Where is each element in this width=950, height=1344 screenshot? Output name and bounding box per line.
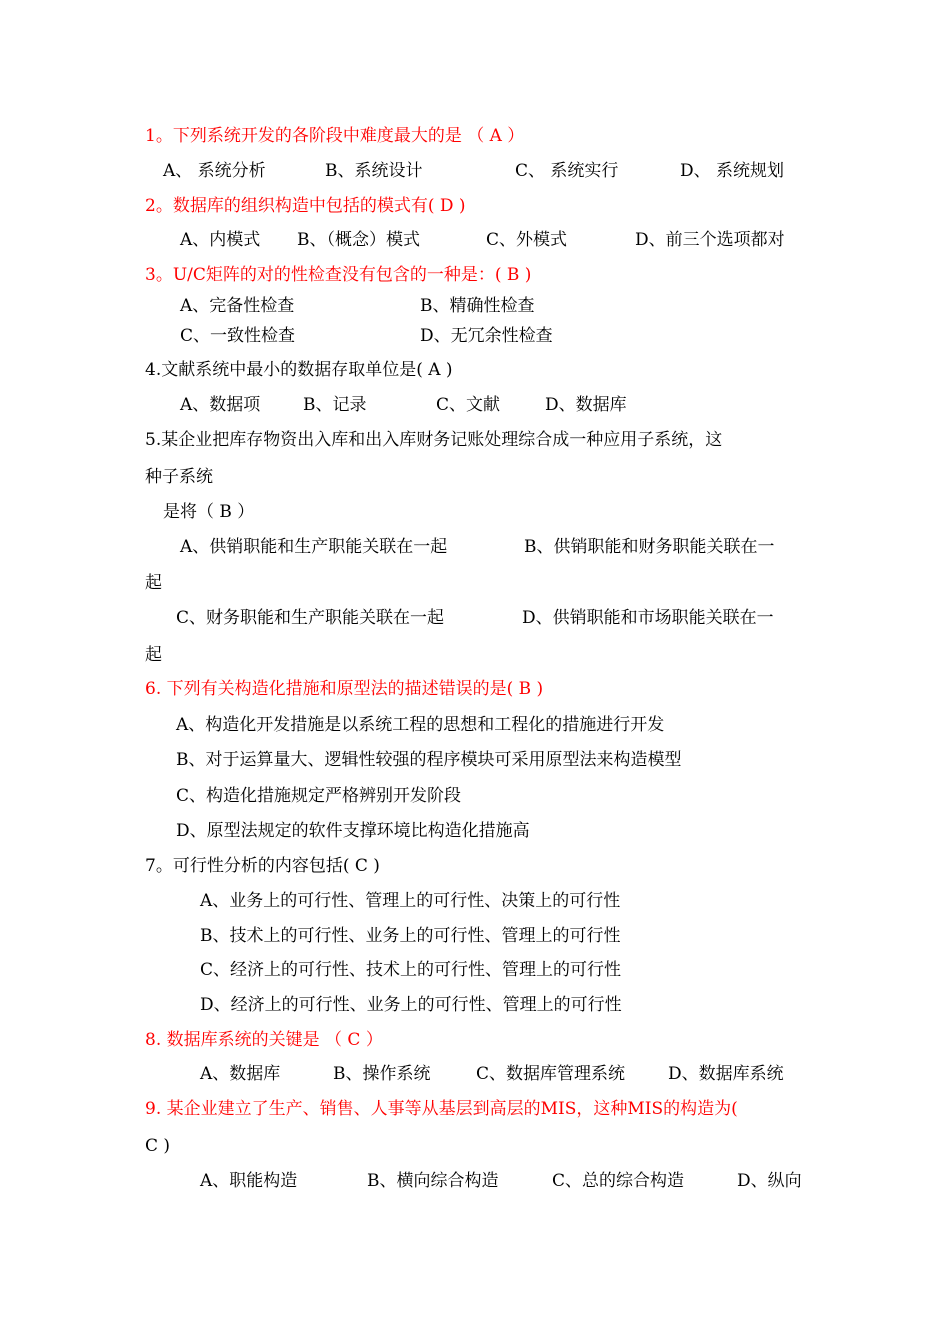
question-8: 8. 数据库系统的关键是 （ C ）	[145, 1030, 383, 1050]
q6-option-c: C、构造化措施规定严格辨别开发阶段	[176, 786, 462, 806]
q8-option-d: D、数据库系统	[668, 1064, 784, 1084]
q1-option-a: A、 系统分析	[163, 161, 266, 181]
q5-option-a: A、供销职能和生产职能关联在一起	[180, 537, 448, 557]
q3-option-a: A、完备性检查	[180, 296, 295, 316]
q5-option-d-wrap: 起	[145, 645, 162, 665]
question-7: 7。可行性分析的内容包括( C )	[145, 856, 380, 876]
q3-option-d: D、无冗余性检查	[420, 326, 553, 346]
q4-option-d: D、数据库	[545, 395, 627, 415]
question-2: 2。数据库的组织构造中包括的模式有( D )	[145, 196, 466, 216]
q2-option-a: A、内模式	[180, 230, 261, 250]
question-5-line-2: 种子系统	[145, 467, 213, 487]
q6-option-a: A、构造化开发措施是以系统工程的思想和工程化的措施进行开发	[176, 715, 665, 735]
q2-option-b: B、（概念）模式	[297, 230, 420, 250]
question-4: 4.文献系统中最小的数据存取单位是( A )	[145, 360, 453, 380]
q9-option-b: B、横向综合构造	[367, 1171, 499, 1191]
q7-option-a: A、业务上的可行性、管理上的可行性、决策上的可行性	[200, 891, 621, 911]
q1-option-b: B、系统设计	[325, 161, 423, 181]
q7-option-c: C、经济上的可行性、技术上的可行性、管理上的可行性	[200, 960, 622, 980]
q4-option-b: B、记录	[303, 395, 367, 415]
q3-option-b: B、精确性检查	[420, 296, 535, 316]
q4-option-a: A、数据项	[180, 395, 261, 415]
q8-option-b: B、操作系统	[333, 1064, 431, 1084]
q5-option-b: B、供销职能和财务职能关联在一	[524, 537, 775, 557]
q8-option-c: C、数据库管理系统	[476, 1064, 626, 1084]
q7-option-d: D、经济上的可行性、业务上的可行性、管理上的可行性	[200, 995, 622, 1015]
q1-option-d: D、 系统规划	[680, 161, 785, 181]
q9-option-a: A、职能构造	[200, 1171, 298, 1191]
q4-option-c: C、文献	[436, 395, 501, 415]
q3-option-c: C、一致性检查	[180, 326, 296, 346]
question-9-line-1: 9. 某企业建立了生产、销售、人事等从基层到高层的MIS，这种MIS的构造为(	[145, 1099, 738, 1119]
question-9-line-2: C )	[145, 1136, 171, 1156]
q2-option-c: C、外模式	[486, 230, 568, 250]
question-5-line-1: 5.某企业把库存物资出入库和出入库财务记账处理综合成一种应用子系统，这	[145, 430, 723, 450]
q5-option-b-wrap: 起	[145, 573, 162, 593]
q6-option-d: D、原型法规定的软件支撑环境比构造化措施高	[176, 821, 530, 841]
q5-option-d: D、供销职能和市场职能关联在一	[522, 608, 774, 628]
q6-option-b: B、对于运算量大、逻辑性较强的程序模块可采用原型法来构造模型	[176, 750, 682, 770]
question-1: 1。下列系统开发的各阶段中难度最大的是 （ A ）	[145, 126, 525, 146]
question-3: 3。U/C矩阵的对的性检查没有包含的一种是：( B )	[145, 265, 532, 285]
q9-option-c: C、总的综合构造	[552, 1171, 685, 1191]
question-5-line-3: 是将（ B ）	[163, 502, 255, 522]
q9-option-d: D、纵向	[737, 1171, 802, 1191]
q8-option-a: A、数据库	[200, 1064, 281, 1084]
question-6: 6. 下列有关构造化措施和原型法的描述错误的是( B )	[145, 679, 544, 699]
q5-option-c: C、财务职能和生产职能关联在一起	[176, 608, 445, 628]
q2-option-d: D、前三个选项都对	[635, 230, 785, 250]
q7-option-b: B、技术上的可行性、业务上的可行性、管理上的可行性	[200, 926, 621, 946]
q1-option-c: C、 系统实行	[515, 161, 619, 181]
